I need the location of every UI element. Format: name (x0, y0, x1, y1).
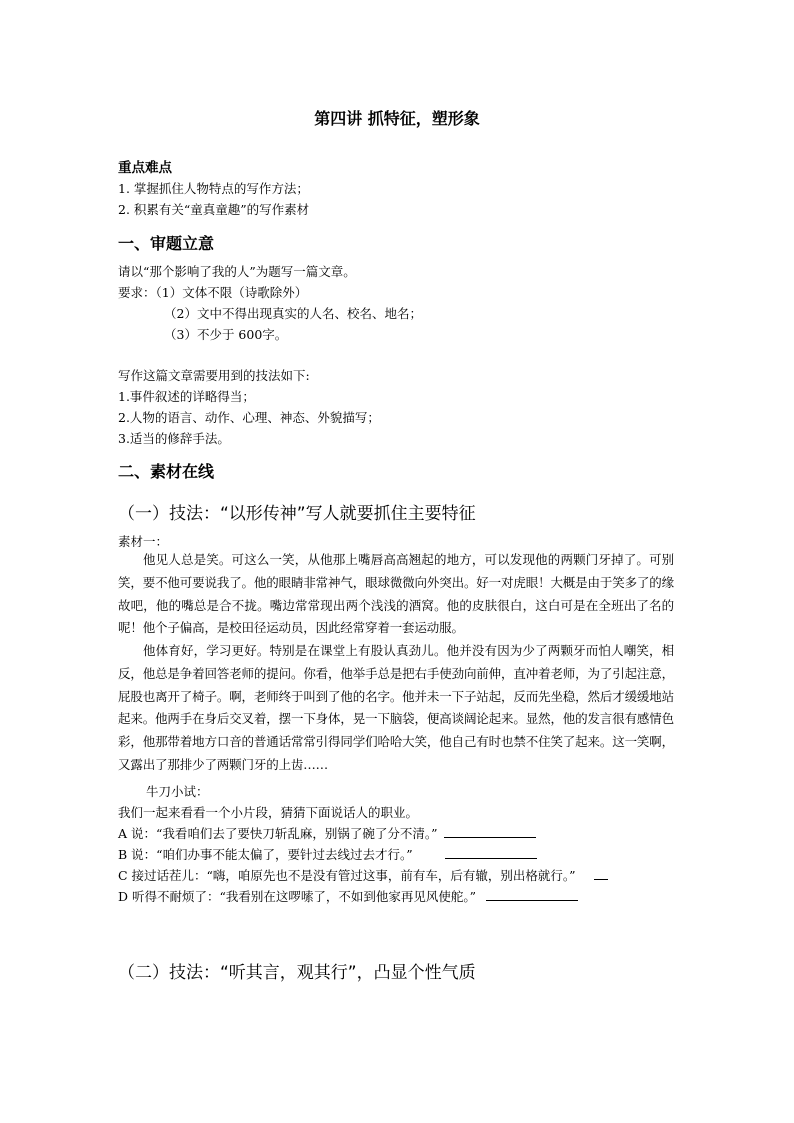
material-label: 素材一： (118, 534, 169, 549)
trial-label: 牛刀小试： (146, 784, 209, 799)
key-points-heading: 重点难点 (118, 160, 172, 176)
quote-a (118, 825, 536, 843)
answer-blank-c[interactable] (594, 867, 608, 880)
requirement-1: 要求：（1）文体不限（诗歌除外） (118, 285, 308, 300)
answer-blank-a[interactable] (444, 825, 536, 838)
material-paragraph-1: 他见人总是笑。可这么一笑，从他那上嘴唇高高翘起的地方，可以发现他的两颗门牙掉了。可别笑，要不他可要说我了。他的眼睛非常神气，眼球微微向外突出。好一对虎眼！大概是由于笑多了的缘故吧，他的嘴总是合不拢。嘴边常常现出两个浅浅的酒窝。他的皮肤很白，这白可是在全班出了名的呢！他个子偏高，是校田径运动员，因此经常穿着一套运动服。 (118, 552, 674, 636)
technique-intro: 写作这篇文章需要用到的技法如下: (118, 368, 310, 383)
technique-item-3: 3.适当的修辞手法。 (118, 431, 230, 446)
section-2-heading: 二、素材在线 (118, 462, 215, 481)
quote-c (118, 867, 608, 885)
quote-d-text: D 听得不耐烦了：“我看别在这啰嗦了，不如到他家再见风使舵。” (118, 889, 477, 904)
subsection-2-heading: （二）技法：“听其言，观其行”，凸显个性气质 (118, 963, 476, 983)
quote-d (118, 888, 578, 906)
requirement-2: （2）文中不得出现真实的人名、校名、地名； (164, 306, 422, 321)
material-paragraph-2: 他体育好，学习更好。特别是在课堂上有股认真劲儿。他并没有因为少了两颗牙而怕人嘲笑，相反，他总是争着回答老师的提问。你看，他举手总是把右手使劲向前伸，直冲着老师，为了引起注意，屁股也离开了椅子。啊，老师终于叫到了他的名字。他并未一下子站起，反而先坐稳，然后才缓缓地站起来。他两手在身后交叉着，摆一下身体，晃一下脑袋，便高谈阔论起来。显然，他的发言很有感情色彩，他那带着地方口音的普通话常常引得同学们哈哈大笑，他自己有时也禁不住笑了起来。这一笑啊，又露出了那排少了两颗门牙的上齿…… (118, 643, 674, 772)
section-1-heading: 一、审题立意 (118, 234, 215, 253)
technique-item-2: 2.人物的语言、动作、心理、神态、外貌描写； (118, 410, 380, 425)
key-point-1: 1. 掌握抓住人物特点的写作方法； (118, 181, 309, 196)
answer-blank-d[interactable] (486, 888, 578, 901)
quote-a-text: A 说：“我看咱们去了要快刀斩乱麻，别锅了碗了分不清。” (118, 826, 438, 841)
lesson-title: 第四讲 抓特征，塑形象 (314, 109, 480, 128)
trial-intro: 我们一起来看看一个小片段，猜猜下面说话人的职业。 (118, 805, 419, 820)
quote-b (118, 846, 537, 864)
subsection-1-heading: （一）技法：“以形传神”写人就要抓住主要特征 (118, 504, 476, 524)
key-point-2: 2. 积累有关“童真童趣”的写作素材 (118, 202, 310, 217)
essay-prompt: 请以“那个影响了我的人”为题写一篇文章。 (118, 264, 356, 279)
requirement-3: （3）不少于 600字。 (164, 327, 288, 342)
technique-item-1: 1.事件叙述的详略得当； (118, 389, 255, 404)
answer-blank-b[interactable] (445, 846, 537, 859)
quote-b-text: B 说：“咱们办事不能太偏了，要针过去线过去才行。” (118, 847, 413, 862)
quote-c-text: C 接过话茬儿：“嗨，咱原先也不是没有管过这事，前有车，后有辙，别出格就行。” (118, 868, 576, 883)
